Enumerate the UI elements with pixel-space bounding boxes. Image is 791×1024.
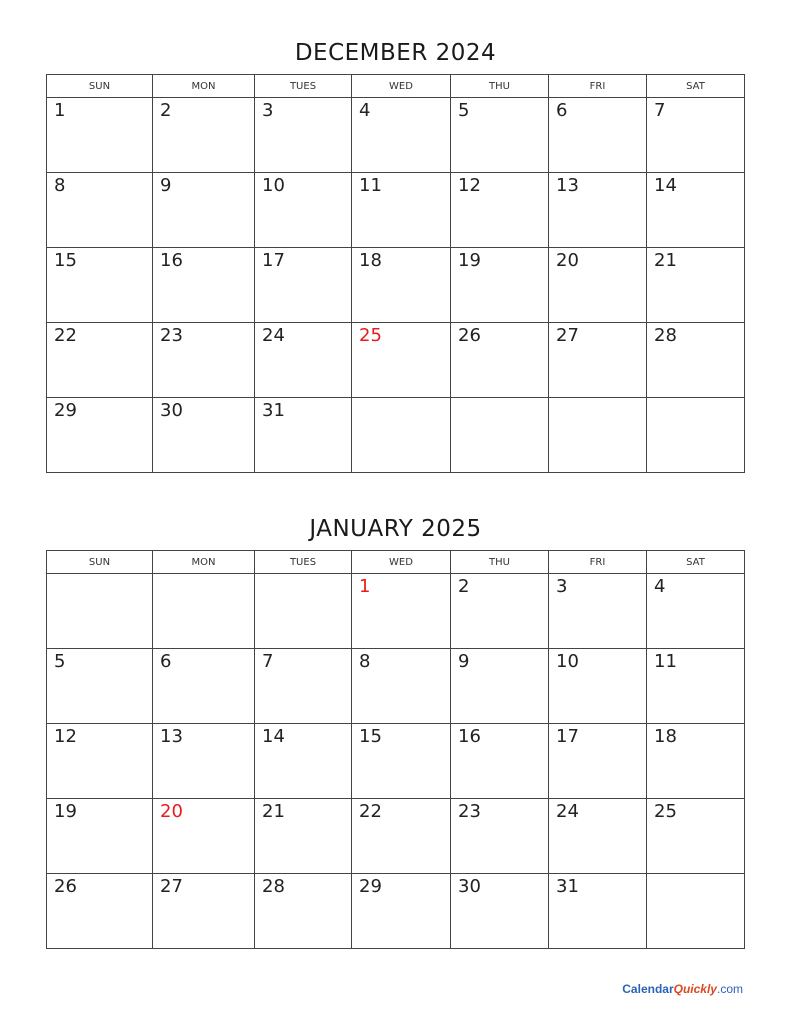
weekday-header: FRI bbox=[549, 551, 647, 574]
day-number bbox=[153, 574, 254, 577]
day-cell bbox=[352, 799, 451, 874]
brand-part-domain: .com bbox=[716, 982, 743, 996]
day-cell bbox=[255, 649, 352, 724]
day-number: 25 bbox=[654, 801, 677, 822]
day-cell bbox=[255, 799, 352, 874]
day-cell bbox=[352, 323, 451, 398]
day-number: 31 bbox=[262, 400, 285, 421]
day-number: 26 bbox=[458, 325, 481, 346]
weekday-header: TUES bbox=[255, 75, 352, 98]
week-row bbox=[47, 799, 745, 874]
day-cell bbox=[47, 398, 153, 473]
day-number: 19 bbox=[54, 801, 77, 822]
day-number: 7 bbox=[654, 100, 666, 121]
day-number: 5 bbox=[458, 100, 470, 121]
day-cell bbox=[153, 323, 255, 398]
day-number: 21 bbox=[654, 250, 677, 271]
day-number: 4 bbox=[654, 576, 666, 597]
day-cell bbox=[451, 799, 549, 874]
weekday-header-row bbox=[47, 75, 745, 98]
week-row bbox=[47, 398, 745, 473]
day-cell bbox=[153, 574, 255, 649]
day-cell bbox=[352, 724, 451, 799]
day-cell bbox=[647, 724, 745, 799]
day-number: 23 bbox=[458, 801, 481, 822]
day-cell bbox=[647, 398, 745, 473]
weekday-header: WED bbox=[352, 551, 451, 574]
brand-part-quickly: Quickly bbox=[673, 982, 717, 996]
day-number: 11 bbox=[359, 175, 382, 196]
day-cell bbox=[153, 874, 255, 949]
day-number: 2 bbox=[160, 100, 172, 121]
day-number: 16 bbox=[160, 250, 183, 271]
day-number: 14 bbox=[262, 726, 285, 747]
day-cell bbox=[153, 398, 255, 473]
calendar-weeks bbox=[47, 574, 745, 949]
day-number: 18 bbox=[654, 726, 677, 747]
weekday-header: FRI bbox=[549, 75, 647, 98]
day-number: 19 bbox=[458, 250, 481, 271]
calendar-weeks bbox=[47, 98, 745, 473]
weekday-header: THU bbox=[451, 75, 549, 98]
day-number: 15 bbox=[359, 726, 382, 747]
week-row bbox=[47, 649, 745, 724]
month-title-december: DECEMBER 2024 bbox=[294, 40, 497, 66]
day-cell bbox=[47, 173, 153, 248]
day-number: 30 bbox=[160, 400, 183, 421]
day-cell bbox=[549, 98, 647, 173]
day-cell bbox=[451, 574, 549, 649]
day-cell bbox=[451, 649, 549, 724]
day-number: 20 bbox=[160, 801, 183, 822]
day-number: 23 bbox=[160, 325, 183, 346]
day-number: 29 bbox=[54, 400, 77, 421]
day-cell bbox=[255, 248, 352, 323]
day-number: 22 bbox=[359, 801, 382, 822]
day-cell bbox=[352, 98, 451, 173]
calendar-grid-january bbox=[46, 550, 745, 949]
day-cell bbox=[352, 248, 451, 323]
day-number: 21 bbox=[262, 801, 285, 822]
day-number: 25 bbox=[359, 325, 382, 346]
day-cell bbox=[451, 173, 549, 248]
day-cell bbox=[47, 574, 153, 649]
day-cell bbox=[549, 574, 647, 649]
day-number: 6 bbox=[556, 100, 568, 121]
day-number: 1 bbox=[54, 100, 66, 121]
weekday-header: MON bbox=[153, 551, 255, 574]
day-number bbox=[647, 398, 744, 401]
day-cell bbox=[549, 799, 647, 874]
day-cell bbox=[549, 323, 647, 398]
day-number bbox=[47, 574, 152, 577]
day-cell bbox=[647, 323, 745, 398]
day-cell bbox=[255, 874, 352, 949]
day-cell bbox=[255, 323, 352, 398]
week-row bbox=[47, 874, 745, 949]
day-cell bbox=[549, 248, 647, 323]
day-cell bbox=[451, 398, 549, 473]
day-number: 1 bbox=[359, 576, 371, 597]
day-cell bbox=[647, 874, 745, 949]
day-cell bbox=[647, 248, 745, 323]
day-number: 18 bbox=[359, 250, 382, 271]
day-cell bbox=[153, 173, 255, 248]
day-number: 12 bbox=[458, 175, 481, 196]
weekday-header: SUN bbox=[47, 75, 153, 98]
weekday-header: TUES bbox=[255, 551, 352, 574]
day-cell bbox=[352, 874, 451, 949]
day-cell bbox=[647, 173, 745, 248]
week-row bbox=[47, 724, 745, 799]
day-number: 10 bbox=[262, 175, 285, 196]
day-number: 22 bbox=[54, 325, 77, 346]
day-number: 12 bbox=[54, 726, 77, 747]
day-cell bbox=[47, 874, 153, 949]
weekday-header: SAT bbox=[647, 551, 745, 574]
week-row bbox=[47, 248, 745, 323]
day-number: 13 bbox=[160, 726, 183, 747]
day-number: 17 bbox=[556, 726, 579, 747]
day-cell bbox=[153, 724, 255, 799]
day-cell bbox=[451, 248, 549, 323]
day-number: 17 bbox=[262, 250, 285, 271]
day-cell bbox=[153, 649, 255, 724]
day-cell bbox=[451, 98, 549, 173]
day-number: 28 bbox=[262, 876, 285, 897]
calendar-grid-december bbox=[46, 74, 745, 473]
day-cell bbox=[352, 649, 451, 724]
day-number: 24 bbox=[262, 325, 285, 346]
day-number: 31 bbox=[556, 876, 579, 897]
day-cell bbox=[255, 574, 352, 649]
day-cell bbox=[352, 574, 451, 649]
day-number: 8 bbox=[54, 175, 66, 196]
day-cell bbox=[549, 874, 647, 949]
day-cell bbox=[47, 649, 153, 724]
day-number: 24 bbox=[556, 801, 579, 822]
week-row bbox=[47, 98, 745, 173]
day-number: 2 bbox=[458, 576, 470, 597]
day-number: 16 bbox=[458, 726, 481, 747]
day-number: 4 bbox=[359, 100, 371, 121]
day-number: 27 bbox=[160, 876, 183, 897]
day-cell bbox=[255, 98, 352, 173]
day-cell bbox=[47, 98, 153, 173]
day-number: 28 bbox=[654, 325, 677, 346]
weekday-header: SUN bbox=[47, 551, 153, 574]
week-row bbox=[47, 574, 745, 649]
day-number: 8 bbox=[359, 651, 371, 672]
week-row bbox=[47, 323, 745, 398]
day-number: 11 bbox=[654, 651, 677, 672]
day-number: 7 bbox=[262, 651, 274, 672]
day-cell bbox=[47, 248, 153, 323]
day-cell bbox=[47, 323, 153, 398]
day-cell bbox=[549, 724, 647, 799]
day-number: 9 bbox=[160, 175, 172, 196]
day-cell bbox=[352, 398, 451, 473]
day-number bbox=[255, 574, 351, 577]
day-number: 30 bbox=[458, 876, 481, 897]
day-cell bbox=[647, 574, 745, 649]
day-number: 3 bbox=[556, 576, 568, 597]
day-number: 10 bbox=[556, 651, 579, 672]
day-cell bbox=[549, 649, 647, 724]
weekday-header-row bbox=[47, 551, 745, 574]
weekday-header: MON bbox=[153, 75, 255, 98]
day-number: 29 bbox=[359, 876, 382, 897]
day-number bbox=[352, 398, 450, 401]
day-cell bbox=[153, 98, 255, 173]
day-cell bbox=[255, 398, 352, 473]
day-cell bbox=[255, 724, 352, 799]
day-cell bbox=[47, 724, 153, 799]
brand-logo bbox=[622, 982, 743, 996]
day-number bbox=[549, 398, 646, 401]
day-cell bbox=[451, 874, 549, 949]
brand-part-calendar: Calendar bbox=[622, 982, 674, 996]
day-number: 5 bbox=[54, 651, 66, 672]
weekday-header: WED bbox=[352, 75, 451, 98]
day-number: 26 bbox=[54, 876, 77, 897]
day-cell bbox=[47, 799, 153, 874]
day-number: 6 bbox=[160, 651, 172, 672]
day-cell bbox=[153, 799, 255, 874]
weekday-header: THU bbox=[451, 551, 549, 574]
day-cell bbox=[549, 173, 647, 248]
day-number: 20 bbox=[556, 250, 579, 271]
day-cell bbox=[549, 398, 647, 473]
day-cell bbox=[352, 173, 451, 248]
day-number bbox=[451, 398, 548, 401]
day-number: 15 bbox=[54, 250, 77, 271]
day-cell bbox=[451, 323, 549, 398]
day-cell bbox=[647, 649, 745, 724]
day-number bbox=[647, 874, 744, 877]
day-cell bbox=[153, 248, 255, 323]
month-title-january: JANUARY 2025 bbox=[309, 516, 482, 542]
day-number: 27 bbox=[556, 325, 579, 346]
week-row bbox=[47, 173, 745, 248]
day-cell bbox=[451, 724, 549, 799]
day-number: 9 bbox=[458, 651, 470, 672]
weekday-header: SAT bbox=[647, 75, 745, 98]
day-number: 13 bbox=[556, 175, 579, 196]
day-number: 3 bbox=[262, 100, 274, 121]
day-cell bbox=[647, 799, 745, 874]
day-cell bbox=[647, 98, 745, 173]
day-cell bbox=[255, 173, 352, 248]
day-number: 14 bbox=[654, 175, 677, 196]
